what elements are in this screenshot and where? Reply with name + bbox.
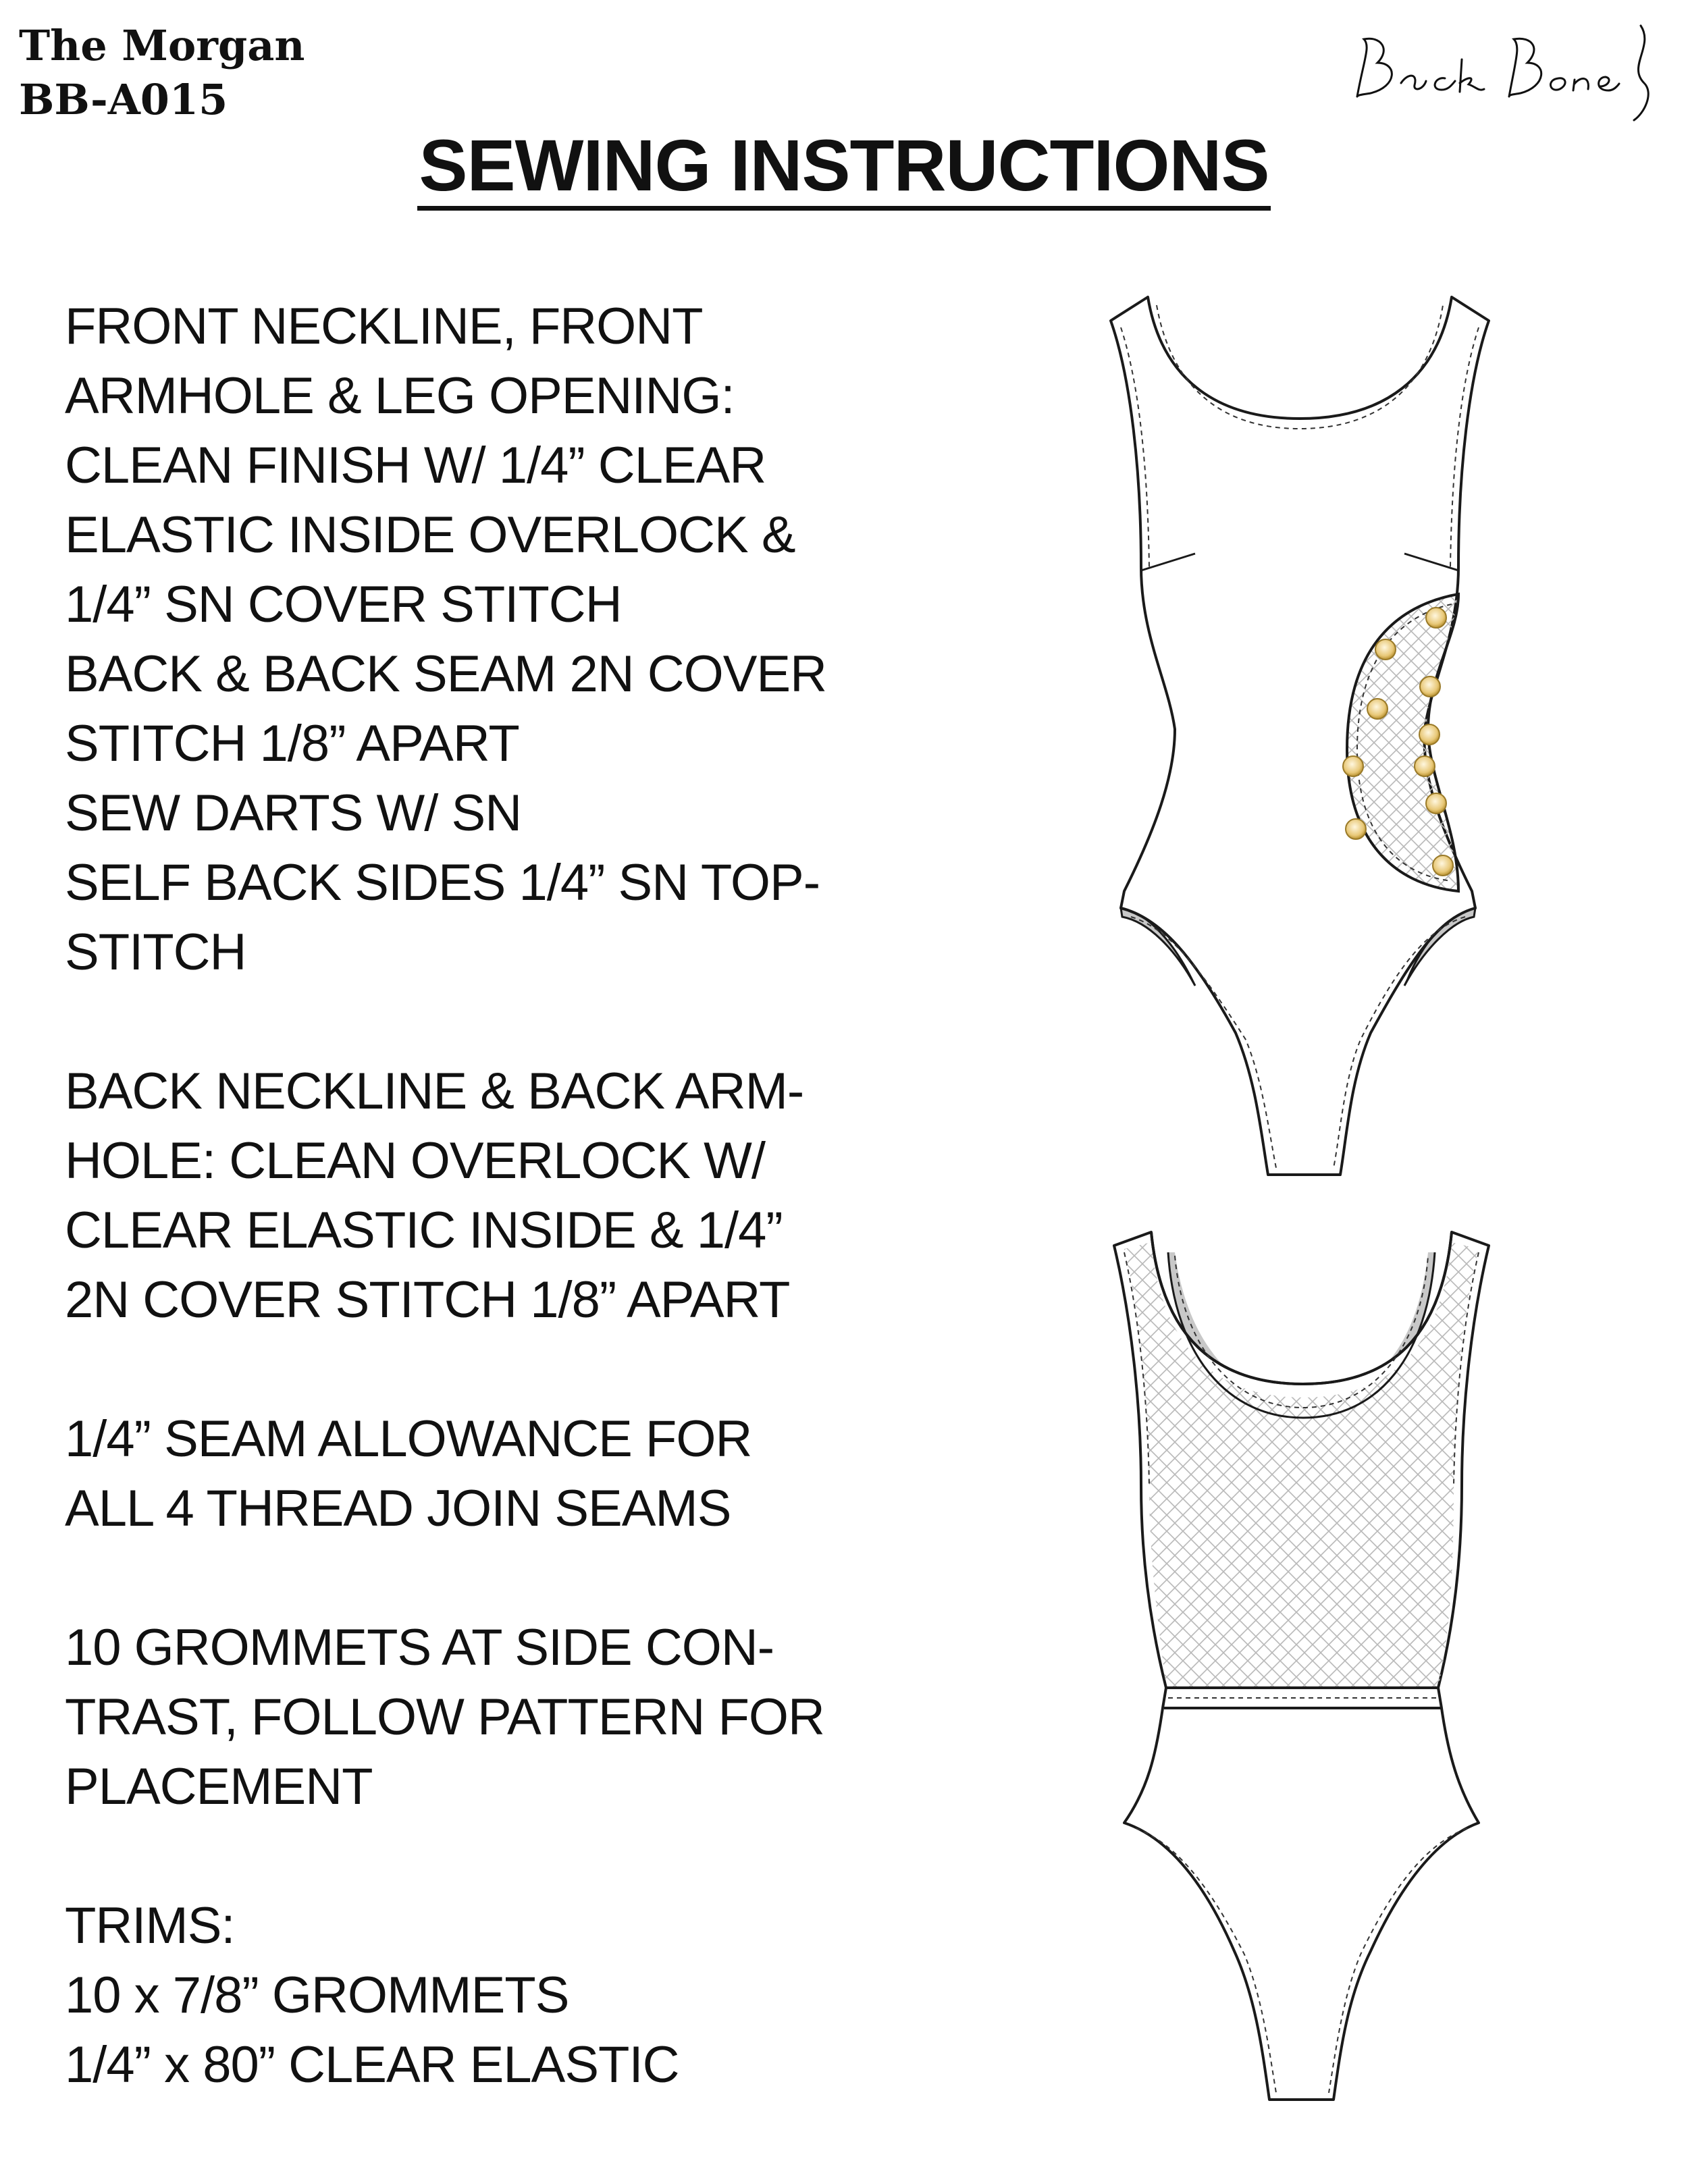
style-header [19, 19, 305, 127]
instruction-line: ELASTIC INSIDE OVERLOCK & [65, 506, 795, 564]
brand-logo-icon [1344, 19, 1661, 127]
instruction-block-seam-allowance [65, 1404, 862, 1543]
instruction-block-back-neckline [65, 1057, 862, 1335]
instruction-line: CLEAR ELASTIC INSIDE & 1/4” [65, 1202, 783, 1259]
instruction-line: TRIMS: [65, 1897, 235, 1954]
instruction-line: FRONT NECKLINE, FRONT [65, 298, 703, 355]
instructions-text [65, 292, 862, 2100]
page-title [0, 125, 1688, 211]
instruction-line: CLEAN FINISH W/ 1/4” CLEAR [65, 437, 766, 494]
instruction-line: STITCH 1/8” APART [65, 715, 519, 772]
style-code: BB-A015 [19, 75, 228, 124]
instruction-line: TRAST, FOLLOW PATTERN FOR [65, 1688, 824, 1746]
instruction-line: BACK & BACK SEAM 2N COVER [65, 645, 826, 703]
instruction-line: 1/4” SEAM ALLOWANCE FOR [65, 1410, 752, 1468]
instruction-block-trims [65, 1891, 862, 2100]
instruction-line: BACK NECKLINE & BACK ARM- [65, 1063, 804, 1120]
instruction-line: HOLE: CLEAN OVERLOCK W/ [65, 1132, 766, 1190]
instruction-line: STITCH [65, 924, 246, 981]
instruction-line: 1/4” SN COVER STITCH [65, 576, 622, 633]
instruction-line: 2N COVER STITCH 1/8” APART [65, 1271, 790, 1329]
instruction-line: SEW DARTS W/ SN [65, 784, 522, 842]
instruction-line: 1/4” x 80” CLEAR ELASTIC [65, 2036, 679, 2094]
bodysuit-front-sketch-icon [1094, 290, 1512, 1195]
instruction-line: SELF BACK SIDES 1/4” SN TOP- [65, 854, 820, 911]
instruction-block-grommets [65, 1613, 862, 1821]
instruction-line: 10 GROMMETS AT SIDE CON- [65, 1619, 774, 1676]
style-name: The Morgan [19, 21, 305, 70]
instruction-line: PLACEMENT [65, 1758, 373, 1815]
instruction-line: ALL 4 THREAD JOIN SEAMS [65, 1480, 731, 1537]
instruction-line: ARMHOLE & LEG OPENING: [65, 367, 735, 425]
instruction-line: 10 x 7/8” GROMMETS [65, 1967, 569, 2024]
page-title-text: SEWING INSTRUCTIONS [417, 125, 1270, 211]
bodysuit-back-sketch-icon [1094, 1222, 1512, 2120]
instruction-block-finishing [65, 292, 862, 987]
